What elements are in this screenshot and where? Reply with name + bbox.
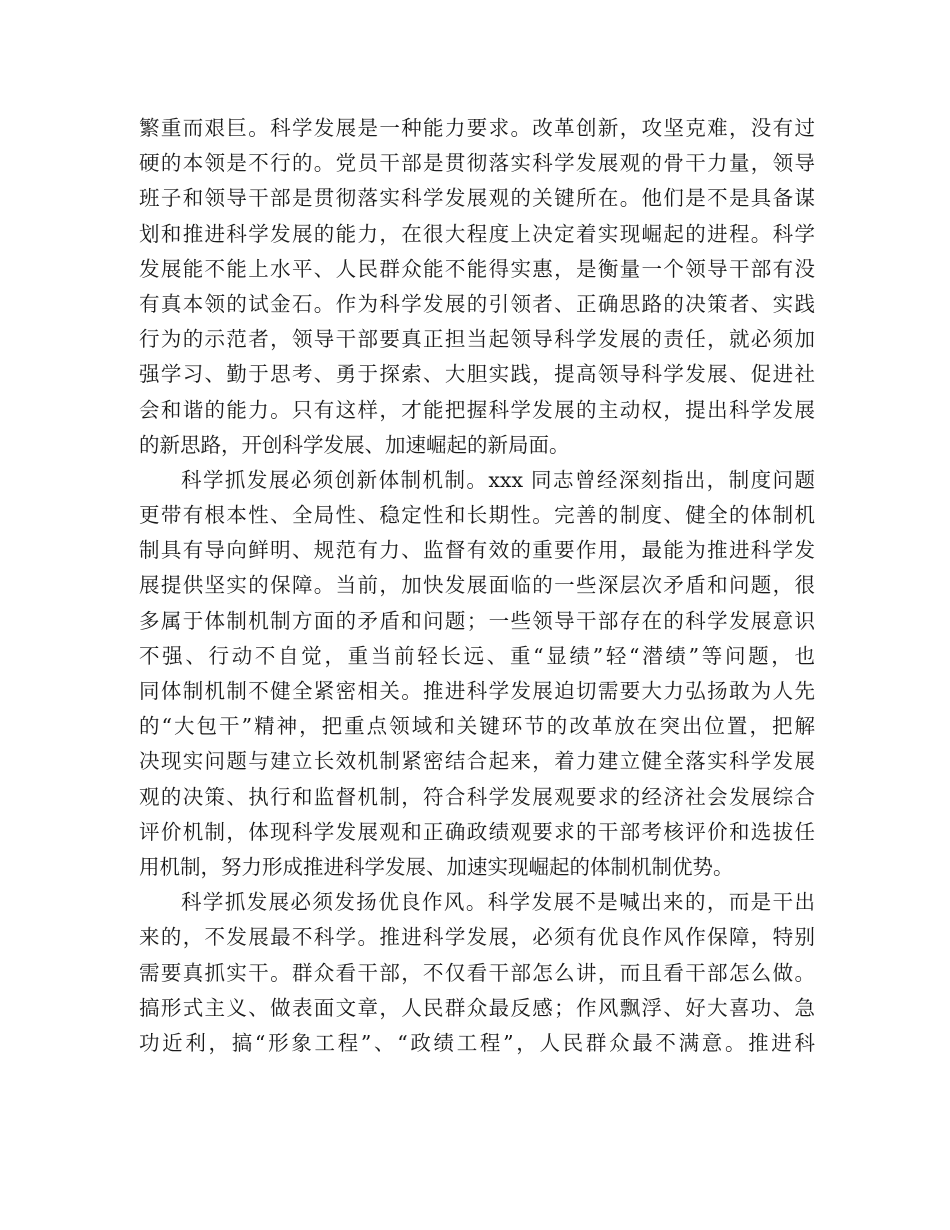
text-line: 划和推进科学发展的能力，在很大程度上决定着实现崛起的进程。科学	[139, 221, 815, 246]
text-line: 功近利，搞“形象工程”、“政绩工程”，人民群众最不满意。推进科	[139, 1030, 815, 1055]
text-line: 用机制，努力形成推进科学发展、加速实现崛起的体制机制优势。	[139, 854, 734, 879]
text-line: 展提供坚实的保障。当前，加快发展面临的一些深层次矛盾和问题，很	[139, 573, 815, 598]
paragraph-institutions	[139, 463, 815, 885]
text-line: 行为的示范者，领导干部要真正担当起领导科学发展的责任，就必须加	[139, 327, 815, 352]
text-line: 多属于体制机制方面的矛盾和问题；一些领导干部存在的科学发展意识	[139, 608, 815, 633]
text-line: 班子和领导干部是贯彻落实科学发展观的关键所在。他们是不是具备谋	[139, 186, 815, 211]
text-line: 搞形式主义、做表面文章，人民群众最反感；作风飘浮、好大喜功、急	[139, 995, 815, 1020]
text-line: 观的决策、执行和监督机制，符合科学发展观要求的经济社会发展综合	[139, 784, 815, 809]
text-line: 科学抓发展必须创新体制机制。xxx 同志曾经深刻指出，制度问题	[181, 467, 815, 492]
text-line: 强学习、勤于思考、勇于探索、大胆实践，提高领导科学发展、促进社	[139, 362, 815, 387]
text-line: 的新思路，开创科学发展、加速崛起的新局面。	[139, 432, 570, 457]
text-line: 的“大包干”精神，把重点领域和关键环节的改革放在突出位置，把解	[139, 714, 815, 739]
text-line: 繁重而艰巨。科学发展是一种能力要求。改革创新，攻坚克难，没有过	[139, 116, 815, 140]
text-line: 更带有根本性、全局性、稳定性和长期性。完善的制度、健全的体制机	[139, 503, 815, 528]
paragraph-capability	[139, 111, 815, 463]
text-line: 发展能不能上水平、人民群众能不能得实惠，是衡量一个领导干部有没	[139, 256, 815, 281]
text-line: 硬的本领是不行的。党员干部是贯彻落实科学发展观的骨干力量，领导	[139, 151, 815, 176]
text-line: 决现实问题与建立长效机制紧密结合起来，着力建立健全落实科学发展	[139, 749, 815, 774]
text-line: 科学抓发展必须发扬优良作风。科学发展不是喊出来的，而是干出	[181, 890, 815, 915]
text-line: 不强、行动不自觉，重当前轻长远、重“显绩”轻“潜绩”等问题，也	[139, 643, 815, 668]
text-line: 会和谐的能力。只有这样，才能把握科学发展的主动权，提出科学发展	[139, 397, 815, 422]
paragraph-work-style	[139, 885, 815, 1061]
text-line: 制具有导向鲜明、规范有力、监督有效的重要作用，最能为推进科学发	[139, 538, 815, 563]
text-line: 需要真抓实干。群众看干部，不仅看干部怎么讲，而且看干部怎么做。	[139, 960, 815, 985]
text-line: 来的，不发展最不科学。推进科学发展，必须有优良作风作保障，特别	[139, 925, 815, 950]
text-line: 同体制机制不健全紧密相关。推进科学发展迫切需要大力弘扬敢为人先	[139, 679, 815, 703]
text-line: 评价机制，体现科学发展观和正确政绩观要求的干部考核评价和选拔任	[139, 819, 815, 844]
document-body	[139, 111, 815, 1061]
text-line: 有真本领的试金石。作为科学发展的引领者、正确思路的决策者、实践	[139, 291, 815, 316]
